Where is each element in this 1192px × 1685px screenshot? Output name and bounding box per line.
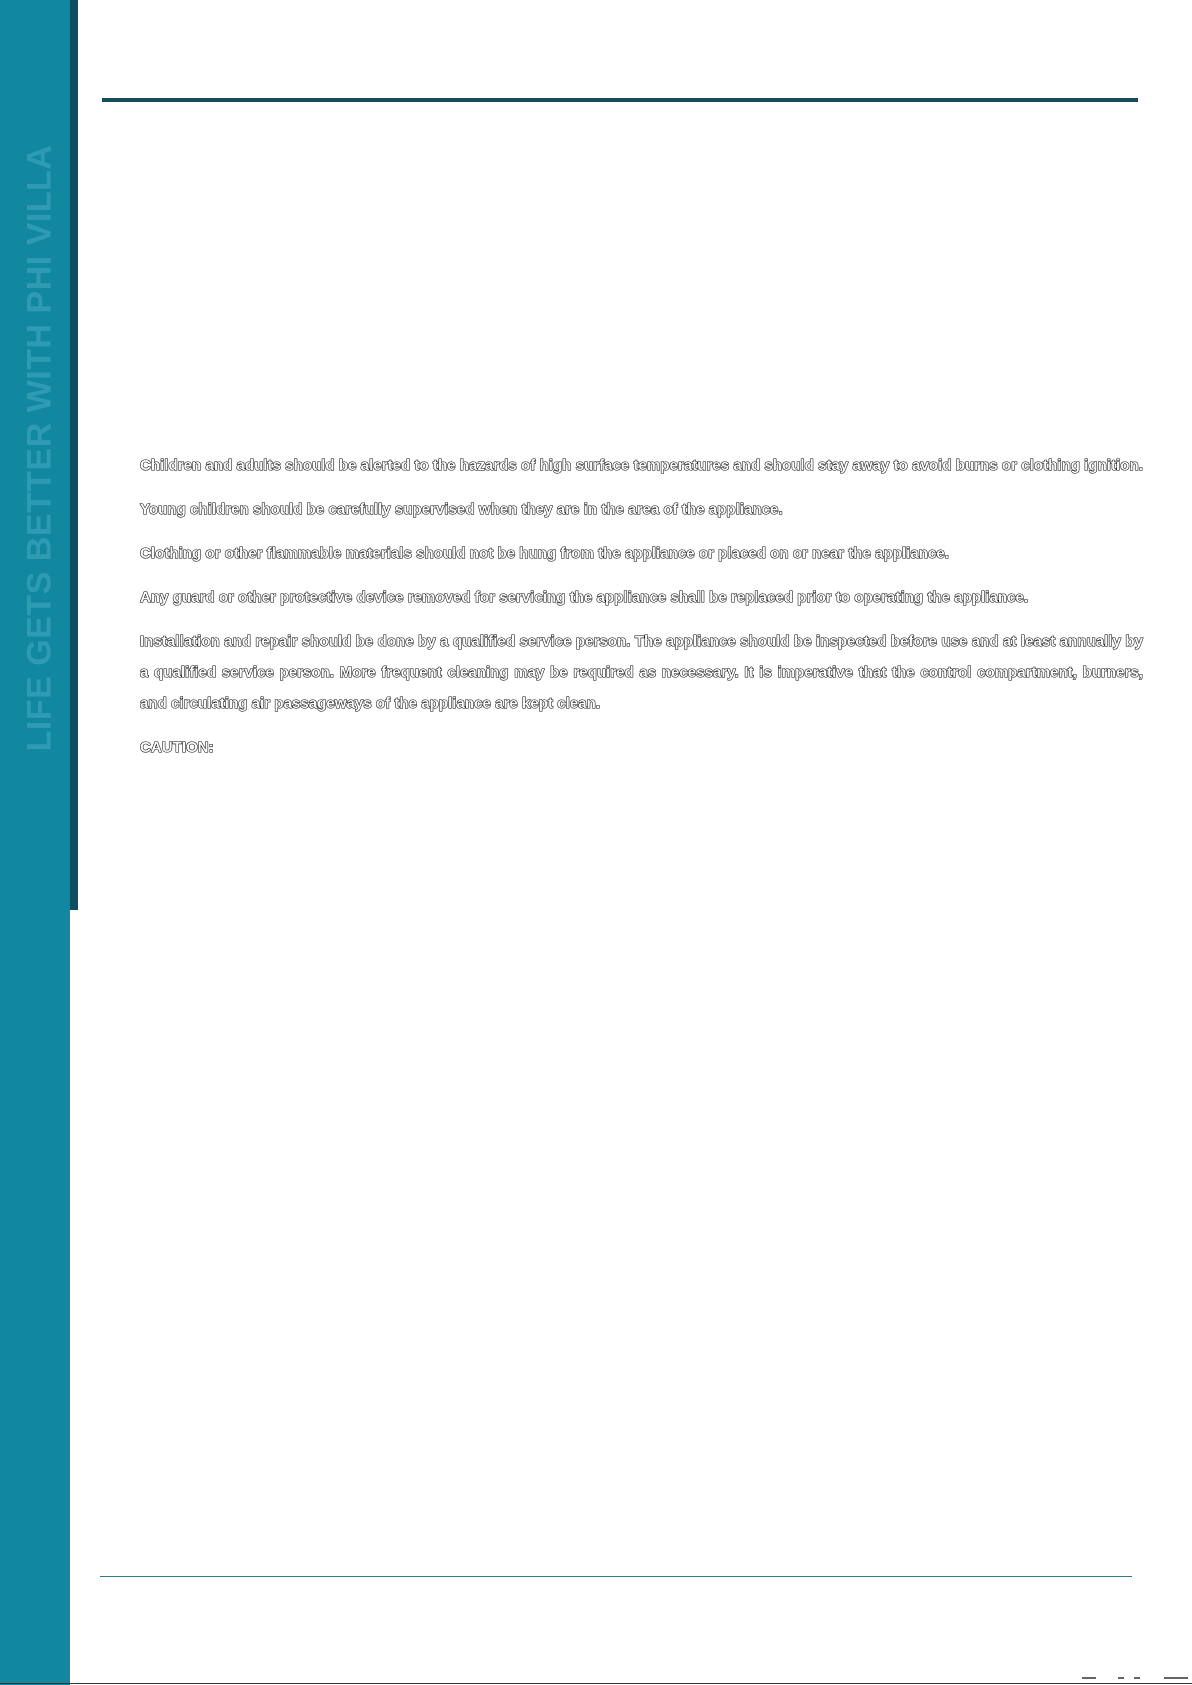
paragraph-installation-repair: Installation and repair should be done by a qualified service person. The appliance should be inspected before use and at least annually by a qualified service person. More frequent cleaning may be required as necessary. It is imperative that the control compartment, burners, and circulating air passageways of the appliance are kept clean.: [140, 633, 1143, 712]
safety-instructions: [140, 450, 1143, 776]
paragraph-protective-device: Any guard or other protective device removed for servicing the appliance shall be replaced prior to operating the appliance.: [140, 589, 1029, 606]
caution-label: CAUTION:: [140, 739, 214, 756]
side-banner-text: LIFE GETS BETTER WITH PHI VILLA: [20, 144, 59, 752]
side-band-edge: [70, 0, 78, 910]
corner-mark: [1134, 1677, 1140, 1679]
corner-mark: [1082, 1677, 1096, 1679]
header-rule: [102, 98, 1138, 102]
footer-rule: [100, 1576, 1132, 1577]
paragraph-young-children-supervision: Young children should be carefully supervised when they are in the area of the appliance.: [140, 501, 783, 518]
paragraph-children-adults-hazard: Children and adults should be alerted to the hazards of high surface temperatures and should stay away to avoid burns or clothing ignition.: [140, 457, 1143, 474]
corner-mark: [1164, 1677, 1188, 1679]
page-bottom-edge: [0, 1683, 1192, 1684]
corner-mark: [1118, 1677, 1124, 1679]
paragraph-flammable-materials: Clothing or other flammable materials should not be hung from the appliance or placed on or near the appliance.: [140, 545, 949, 562]
